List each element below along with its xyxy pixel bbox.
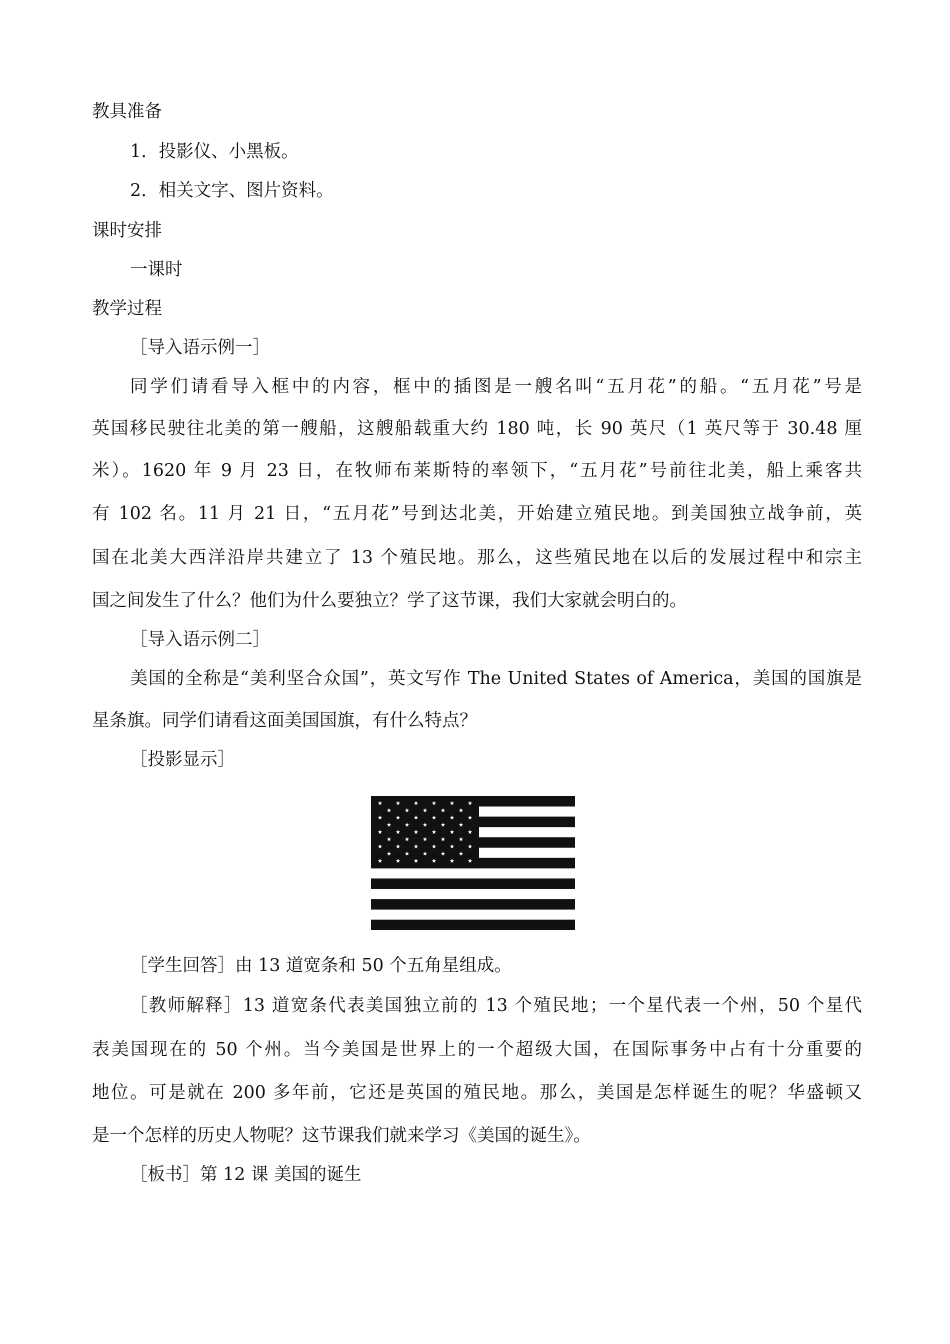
teacher-explain-line-4: 是一个怎样的历史人物呢？这节课我们就来学习《美国的诞生》。: [92, 1126, 591, 1146]
heading-process: 教学过程: [92, 299, 162, 319]
projection-label: ［投影显示］: [130, 750, 235, 770]
flag-stripe: [371, 920, 575, 930]
teacher-explain-line-3: 地位。可是就在 200 多年前，它还是英国的殖民地。那么，美国是怎样诞生的呢？华盛顿又: [92, 1083, 862, 1103]
intro1-line-2: 英国移民驶往北美的第一艘船，这艘船载重大约 180 吨，长 90 英尺（1 英尺等于 30.48 厘: [92, 419, 862, 439]
teacher-explain-line-1: ［教师解释］13 道宽条代表美国独立前的 13 个殖民地；一个星代表一个州，50 个星代: [130, 996, 862, 1016]
intro2-line-2: 星条旗。同学们请看这面美国国旗，有什么特点？: [92, 711, 477, 731]
flag-canton: [371, 796, 479, 868]
student-answer: ［学生回答］由 13 道宽条和 50 个五角星组成。: [130, 956, 512, 976]
intro2-line-1: 美国的全称是“美利坚合众国”，英文写作 The United States of America，美国的国旗是: [130, 669, 862, 689]
flag-stripe: [371, 899, 575, 910]
flag-stripe: [371, 878, 575, 889]
schedule-text: 一课时: [130, 260, 183, 280]
intro1-line-3: 米）。1620 年 9 月 23 日，在牧师布莱斯特的率领下，“五月花”号前往北美，船上乘客共: [92, 461, 862, 481]
aid-item-2: 2．相关文字、图片资料。: [130, 181, 334, 201]
intro1-line-6: 国之间发生了什么？他们为什么要独立？学了这节课，我们大家就会明白的。: [92, 591, 687, 611]
aid-item-1: 1．投影仪、小黑板。: [130, 142, 299, 162]
us-flag-image: [371, 796, 575, 930]
intro2-label: ［导入语示例二］: [130, 630, 270, 650]
board-text: ［板书］第 12 课 美国的诞生: [130, 1165, 362, 1185]
intro1-line-4: 有 102 名。11 月 21 日，“五月花”号到达北美，开始建立殖民地。到美国独立战争前，英: [92, 504, 862, 524]
intro1-label: ［导入语示例一］: [130, 338, 270, 358]
teacher-explain-line-2: 表美国现在的 50 个州。当今美国是世界上的一个超级大国，在国际事务中占有十分重要的: [92, 1040, 862, 1060]
intro1-line-1: 同学们请看导入框中的内容，框中的插图是一艘名叫“五月花”的船。“五月花”号是: [130, 377, 862, 397]
heading-teaching-aids: 教具准备: [92, 102, 162, 122]
heading-schedule: 课时安排: [92, 221, 162, 241]
intro1-line-5: 国在北美大西洋沿岸共建立了 13 个殖民地。那么，这些殖民地在以后的发展过程中和宗主: [92, 548, 862, 568]
